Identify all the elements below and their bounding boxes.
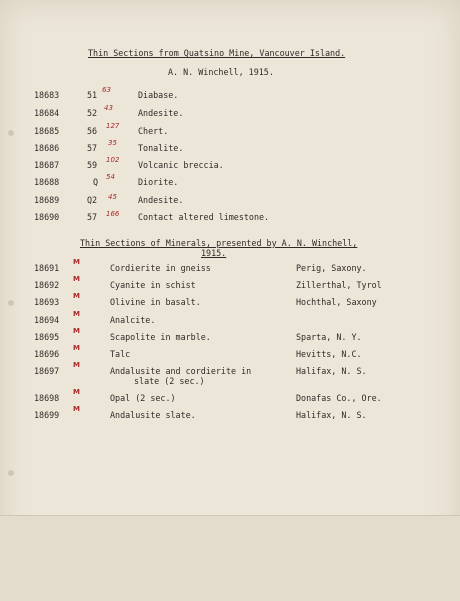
handwritten-mark: 35 [108,139,117,147]
handwritten-mark: M [73,405,80,413]
catalog-id: 18686 [34,143,60,153]
sample-number: 52 [87,108,98,118]
description: Andalusite slate. [110,410,196,420]
section2-year: 1915. [201,248,227,258]
handwritten-mark: 45 [108,193,117,201]
description: Chert. [138,126,169,136]
sample-number: 59 [87,160,98,170]
catalog-id: 18694 [34,315,60,325]
handwritten-mark: M [73,310,80,318]
handwritten-mark: 102 [106,156,120,164]
catalog-id: 18693 [34,297,60,307]
sample-number: 51 [87,90,98,100]
catalog-id: 18683 [34,90,60,100]
catalog-id: 18697 [34,366,60,376]
catalog-id: 18688 [34,177,60,187]
handwritten-mark: M [73,258,80,266]
catalog-id: 18692 [34,280,60,290]
section1-subtitle: A. N. Winchell, 1915. [168,67,274,77]
locality: Perig, Saxony. [296,263,367,273]
description: Opal (2 sec.) [110,393,176,403]
description: Diabase. [138,90,179,100]
description: Talc [110,349,131,359]
sample-number: 56 [87,126,98,136]
catalog-id: 18687 [34,160,60,170]
handwritten-mark: M [73,292,80,300]
catalog-id: 18698 [34,393,60,403]
catalog-id: 18695 [34,332,60,342]
handwritten-mark: M [73,275,80,283]
description: Analcite. [110,315,156,325]
description-continued: slate (2 sec.) [134,376,205,386]
description: Andesite. [138,108,184,118]
catalog-id: 18685 [34,126,60,136]
description: Olivine in basalt. [110,297,201,307]
punch-hole [8,470,14,476]
description: Andalusite and cordierite in [110,366,252,376]
punch-hole [8,130,14,136]
catalog-id: 18684 [34,108,60,118]
handwritten-mark: 43 [104,104,113,112]
handwritten-mark: M [73,388,80,396]
handwritten-mark: 166 [106,210,120,218]
catalog-id: 18691 [34,263,60,273]
handwritten-mark: 63 [102,86,111,94]
catalog-id: 18689 [34,195,60,205]
locality: Zillerthal, Tyrol [296,280,382,290]
sample-number: 57 [87,212,98,222]
description: Andesite. [138,195,184,205]
catalog-id: 18699 [34,410,60,420]
description: Scapolite in marble. [110,332,211,342]
sample-number: Q [93,177,99,187]
catalog-id: 18696 [34,349,60,359]
description: Tonalite. [138,143,184,153]
handwritten-mark: M [73,327,80,335]
description: Contact altered limestone. [138,212,270,222]
section2-title: Thin Sections of Minerals, presented by A. N. Winchell, [80,238,358,248]
catalog-id: 18690 [34,212,60,222]
section1-title: Thin Sections from Quatsino Mine, Vancouver Island. [88,48,346,58]
sample-number: Q2 [87,195,98,205]
locality: Hochthal, Saxony [296,297,377,307]
handwritten-mark: M [73,361,80,369]
punch-hole [8,300,14,306]
handwritten-mark: 127 [106,122,120,130]
description: Volcanic breccia. [138,160,224,170]
description: Diorite. [138,177,179,187]
description: Cyanite in schist [110,280,196,290]
paper-bottom-edge [0,515,460,601]
locality: Halifax, N. S. [296,366,367,376]
handwritten-mark: M [73,344,80,352]
locality: Hevitts, N.C. [296,349,362,359]
locality: Sparta, N. Y. [296,332,362,342]
sample-number: 57 [87,143,98,153]
locality: Donafas Co., Ore. [296,393,382,403]
handwritten-mark: 54 [106,173,115,181]
description: Cordierite in gneiss [110,263,211,273]
locality: Halifax, N. S. [296,410,367,420]
